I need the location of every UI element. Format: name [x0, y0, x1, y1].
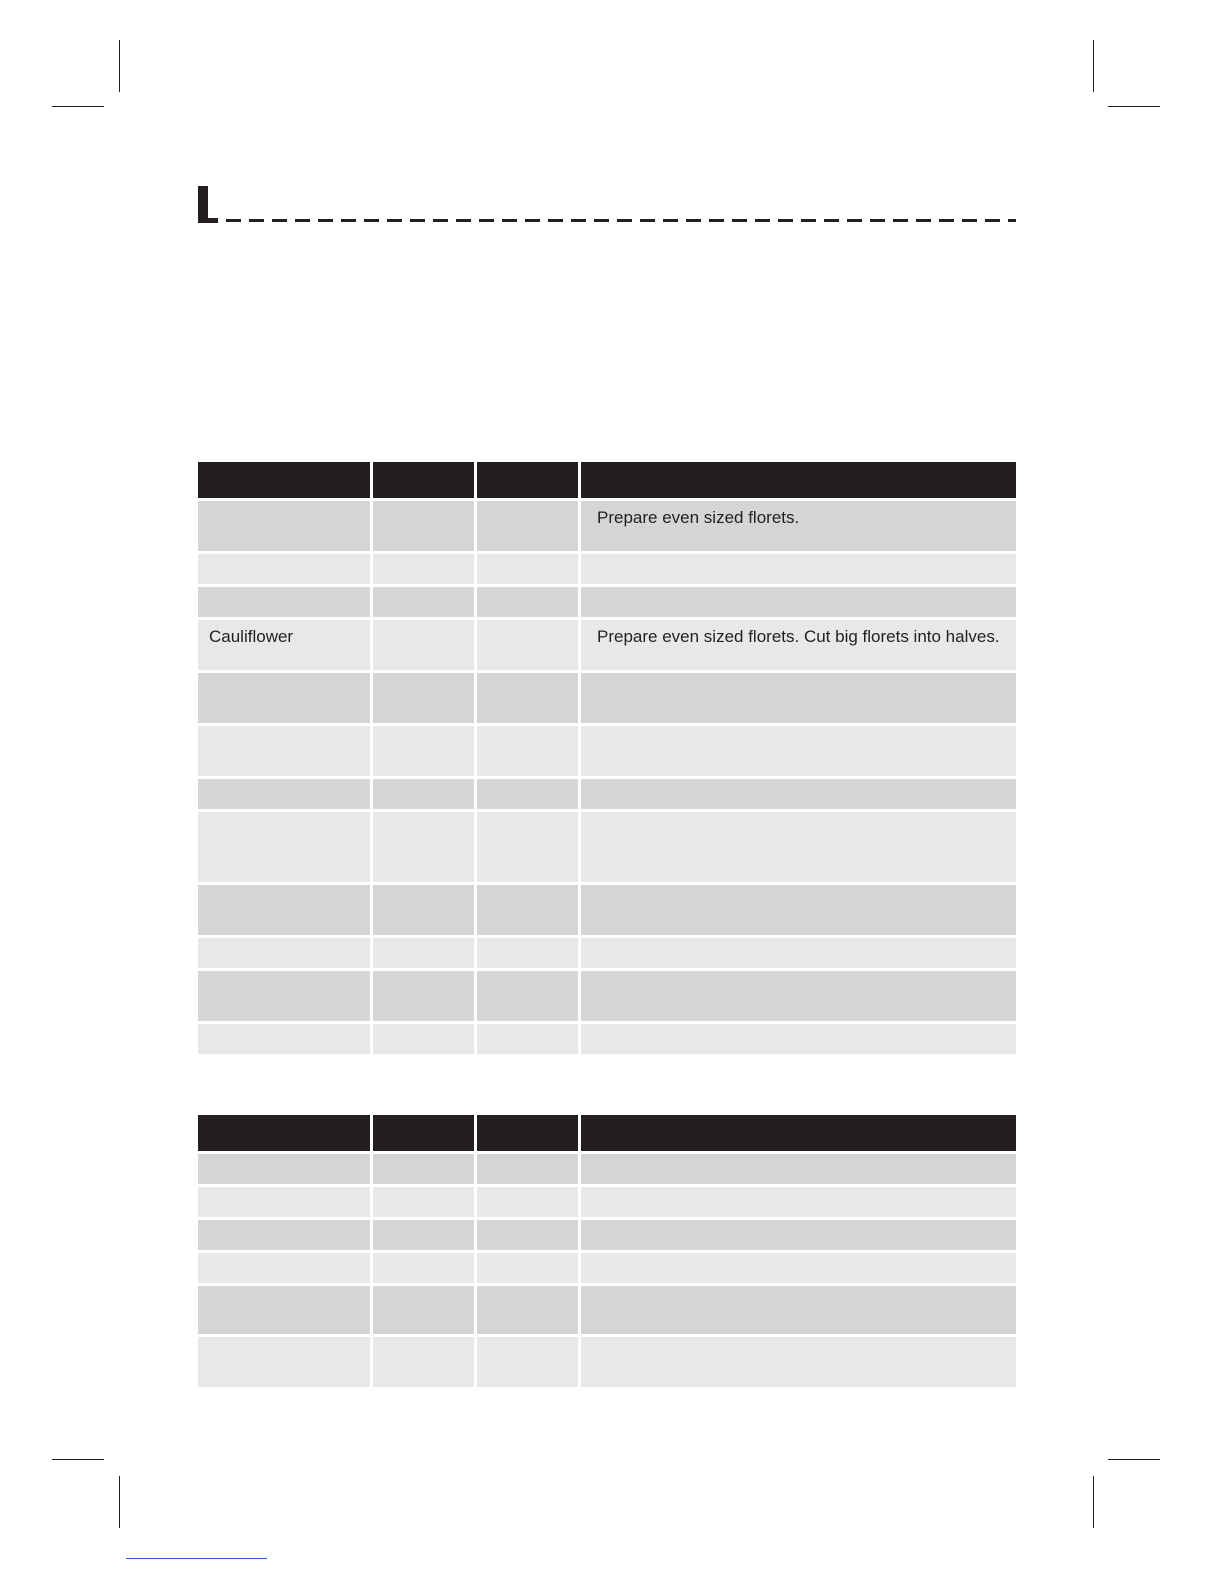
header-cell	[581, 462, 1016, 498]
table-cell	[373, 620, 474, 670]
table-cell	[198, 938, 370, 968]
dashed-rule	[226, 219, 1016, 222]
vegetable-name	[198, 971, 370, 978]
table-row	[198, 1154, 1016, 1184]
preparation-text: Prepare even sized florets.	[597, 508, 800, 527]
table-cell	[581, 1337, 1016, 1387]
crop-mark	[119, 1476, 120, 1528]
crop-mark	[1108, 1459, 1160, 1460]
table-cell	[373, 1154, 474, 1184]
table-row	[198, 1337, 1016, 1387]
table-cell	[477, 620, 578, 670]
header-cell	[373, 1115, 474, 1151]
crop-mark	[1093, 40, 1094, 92]
table-cell	[581, 1286, 1016, 1334]
header-cell	[198, 1115, 370, 1151]
table-row	[198, 971, 1016, 1021]
vegetable-name	[198, 812, 370, 819]
table-cell	[198, 620, 370, 670]
table-cell	[373, 554, 474, 584]
table-cell	[373, 673, 474, 723]
table-cell	[477, 501, 578, 551]
table-cell	[477, 938, 578, 968]
table-cell	[581, 1253, 1016, 1283]
vegetable-name	[198, 726, 370, 733]
vegetable-name	[198, 1286, 370, 1293]
table-cell	[581, 938, 1016, 968]
preparation-text	[581, 885, 1016, 892]
table-cell	[477, 554, 578, 584]
table-cell	[477, 1253, 578, 1283]
table-cell	[373, 1024, 474, 1054]
table-row	[198, 1187, 1016, 1217]
table-cell	[198, 1154, 370, 1184]
table-header-row	[198, 1115, 1016, 1151]
table-cell	[477, 673, 578, 723]
table-row	[198, 938, 1016, 968]
table-row	[198, 1220, 1016, 1250]
table-cell	[477, 885, 578, 935]
table-cell	[581, 554, 1016, 584]
table-cell	[581, 779, 1016, 809]
vegetable-name: Cauliflower	[209, 627, 294, 646]
header-cell	[198, 462, 370, 498]
footer-link-underline	[126, 1558, 267, 1559]
table-cell	[581, 812, 1016, 882]
crop-mark	[52, 1459, 104, 1460]
preparation-text	[581, 971, 1016, 978]
table-cell	[373, 1337, 474, 1387]
vegetable-name	[198, 938, 370, 945]
table-cell	[581, 971, 1016, 1021]
crop-mark	[119, 40, 120, 92]
header-cell	[477, 462, 578, 498]
preparation-text	[581, 1220, 1016, 1227]
table-cell	[373, 1187, 474, 1217]
table-cell	[373, 779, 474, 809]
header-cell	[373, 462, 474, 498]
table-cell	[198, 1286, 370, 1334]
table-cell	[373, 587, 474, 617]
table-row	[198, 620, 1016, 670]
table-cell	[373, 501, 474, 551]
table-cell	[373, 971, 474, 1021]
preparation-text	[581, 587, 1016, 594]
table-cell	[477, 1220, 578, 1250]
preparation-text: Prepare even sized florets. Cut big florets into halves.	[597, 627, 1000, 646]
table-cell	[477, 1337, 578, 1387]
table-cell	[581, 620, 1016, 670]
table-row	[198, 587, 1016, 617]
preparation-text	[581, 554, 1016, 561]
table-cell	[198, 971, 370, 1021]
preparation-text	[581, 1253, 1016, 1260]
preparation-text	[581, 726, 1016, 733]
table-cell	[373, 726, 474, 776]
crop-mark	[1093, 1476, 1094, 1528]
vegetable-name	[198, 885, 370, 892]
table-cell	[477, 1187, 578, 1217]
preparation-text	[581, 1187, 1016, 1194]
header-cell	[477, 1115, 578, 1151]
table-cell	[198, 1253, 370, 1283]
table-cell	[198, 1337, 370, 1387]
table-cell	[477, 1024, 578, 1054]
table-cell	[373, 1253, 474, 1283]
table-cell	[198, 779, 370, 809]
table-cell	[198, 812, 370, 882]
vegetable-name	[198, 1337, 370, 1344]
table-cell	[581, 587, 1016, 617]
table-cell	[198, 501, 370, 551]
table-cell	[581, 673, 1016, 723]
table-row	[198, 1286, 1016, 1334]
table-row	[198, 501, 1016, 551]
table-row	[198, 779, 1016, 809]
table-cell	[581, 885, 1016, 935]
table-cell	[373, 812, 474, 882]
preparation-text	[581, 1154, 1016, 1161]
table-cell	[477, 1286, 578, 1334]
vegetable-name	[198, 1024, 370, 1031]
table-cell	[581, 1187, 1016, 1217]
table-cell	[477, 812, 578, 882]
table-cell	[373, 938, 474, 968]
table-cell	[198, 554, 370, 584]
crop-mark	[52, 106, 104, 107]
table-row	[198, 673, 1016, 723]
vegetable-name	[198, 501, 370, 508]
table-cell	[477, 587, 578, 617]
table-cell	[581, 1024, 1016, 1054]
table-row	[198, 812, 1016, 882]
table-cell	[477, 1154, 578, 1184]
vegetable-name	[198, 1154, 370, 1161]
table-cell	[581, 501, 1016, 551]
table-cell	[198, 1220, 370, 1250]
table-cell	[198, 726, 370, 776]
vegetable-name	[198, 1187, 370, 1194]
table-row	[198, 726, 1016, 776]
crop-mark	[1108, 106, 1160, 107]
preparation-text	[581, 1286, 1016, 1293]
table-cell	[373, 885, 474, 935]
preparation-text	[581, 1024, 1016, 1031]
preparation-text	[581, 673, 1016, 680]
preparation-text	[581, 779, 1016, 786]
vegetable-name	[198, 554, 370, 561]
preparation-text	[581, 938, 1016, 945]
table-cell	[373, 1220, 474, 1250]
preparation-text	[581, 812, 1016, 819]
vegetable-name	[198, 587, 370, 594]
vegetable-name	[198, 1253, 370, 1260]
table-header-row	[198, 462, 1016, 498]
table-row	[198, 885, 1016, 935]
vegetable-table	[198, 462, 1016, 1054]
vegetable-name	[198, 1220, 370, 1227]
preparation-text	[581, 1337, 1016, 1344]
table-row	[198, 1253, 1016, 1283]
table-cell	[373, 1286, 474, 1334]
table-cell	[581, 1154, 1016, 1184]
table-cell	[198, 885, 370, 935]
table-cell	[198, 1187, 370, 1217]
vegetable-name	[198, 673, 370, 680]
table-cell	[581, 726, 1016, 776]
vegetable-name	[198, 779, 370, 786]
table-row	[198, 554, 1016, 584]
table-cell	[198, 587, 370, 617]
table-cell	[477, 779, 578, 809]
section-marker-foot	[198, 218, 218, 223]
second-table	[198, 1115, 1016, 1387]
table-row	[198, 1024, 1016, 1054]
table-cell	[198, 673, 370, 723]
table-cell	[477, 971, 578, 1021]
table-cell	[477, 726, 578, 776]
table-cell	[198, 1024, 370, 1054]
table-cell	[581, 1220, 1016, 1250]
header-cell	[581, 1115, 1016, 1151]
